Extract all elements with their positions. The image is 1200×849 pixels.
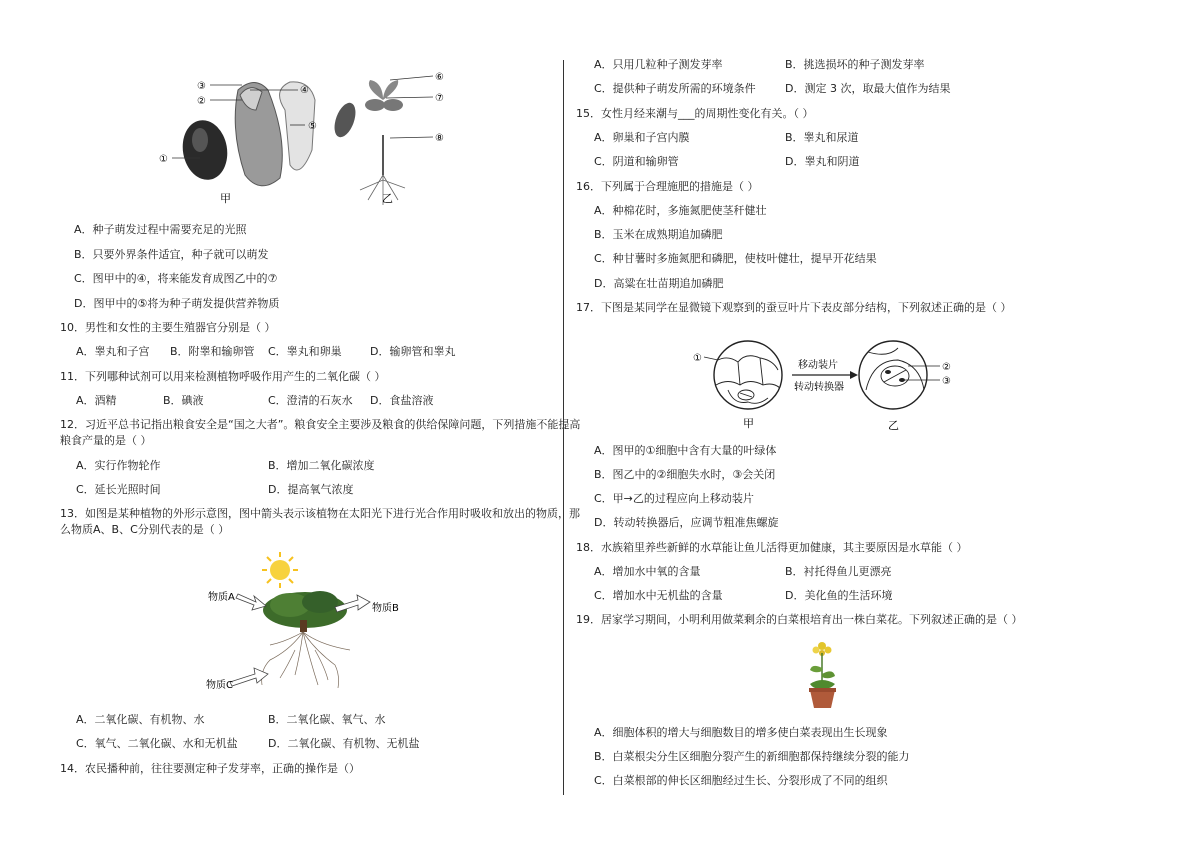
q19-stem: 19．居家学习期间，小明利用做菜剩余的白菜根培育出一株白菜花。下列叙述正确的是（ ）: [576, 613, 1023, 626]
q13-option-d: D．二氧化碳、有机物、无机盐: [268, 737, 420, 750]
marker-8: ⑧: [435, 133, 444, 144]
plant-figure-q13: [200, 550, 420, 695]
label-substance-b: 物质B: [372, 603, 399, 614]
q17-option-b: B．图乙中的②细胞失水时，③会关闭: [594, 468, 776, 481]
fig17-arrow-top: 移动装片: [798, 360, 838, 371]
q15-option-d: D．睾丸和阴道: [785, 155, 860, 168]
seed-figure-q9: [150, 70, 470, 210]
q16-option-a: A．种棉花时，多施氮肥使茎秆健壮: [594, 204, 767, 217]
q15-option-c: C．阴道和输卵管: [594, 155, 679, 168]
q18-option-a: A．增加水中氧的含量: [594, 565, 701, 578]
marker-1: ①: [159, 154, 168, 165]
q9-option-b: B．只要外界条件适宜，种子就可以萌发: [74, 248, 269, 261]
marker-6: ⑥: [435, 72, 444, 83]
q18-stem: 18．水族箱里养些新鲜的水草能让鱼儿活得更加健康，其主要原因是水草能（ ）: [576, 541, 968, 554]
q17-option-c: C．甲→乙的过程应向上移动装片: [594, 492, 754, 505]
label-substance-a: 物质A: [208, 592, 235, 603]
q11-option-b: B．碘液: [163, 394, 204, 407]
q13-option-c: C．氧气、二氧化碳、水和无机盐: [76, 737, 238, 750]
q17-option-a: A．图甲的①细胞中含有大量的叶绿体: [594, 444, 777, 457]
fig17-label-jia: 甲: [743, 417, 754, 430]
q9-option-d: D．图甲中的⑤将为种子萌发提供营养物质: [74, 297, 280, 310]
q12-option-c: C．延长光照时间: [76, 483, 161, 496]
q9-option-a: A．种子萌发过程中需要充足的光照: [74, 223, 247, 236]
fig17-label-yi: 乙: [888, 419, 899, 432]
q11-option-a: A．酒精: [76, 394, 117, 407]
q10-option-a: A．睾丸和子宫: [76, 345, 150, 358]
q11-stem: 11．下列哪种试剂可以用来检测植物呼吸作用产生的二氧化碳（ ）: [60, 370, 386, 383]
q13-stem-line1: 13．如图是某种植物的外形示意图，图中箭头表示该植物在太阳光下进行光合作用时吸收和放出的物质，那: [60, 507, 580, 520]
q10-stem: 10．男性和女性的主要生殖器官分别是（ ）: [60, 321, 276, 334]
q11-option-d: D．食盐溶液: [370, 394, 434, 407]
q13-option-a: A．二氧化碳、有机物、水: [76, 713, 205, 726]
q13-stem-line2: 么物质A、B、C分别代表的是（ ）: [60, 523, 230, 536]
fig17-marker-1: ①: [693, 353, 702, 364]
q14-option-d: D．测定 3 次，取最大值作为结果: [785, 82, 951, 95]
marker-4: ④: [300, 85, 309, 96]
label-yi: 乙: [382, 192, 393, 205]
label-jia: 甲: [220, 192, 231, 205]
q11-option-c: C．澄清的石灰水: [268, 394, 353, 407]
marker-7: ⑦: [435, 93, 444, 104]
q12-option-d: D．提高氧气浓度: [268, 483, 354, 496]
q16-stem: 16．下列属于合理施肥的措施是（ ）: [576, 180, 759, 193]
q15-stem: 15．女性月经来潮与___的周期性变化有关。（ ）: [576, 107, 814, 120]
q14-option-b: B．挑选损坏的种子测发芽率: [785, 58, 925, 71]
marker-2: ②: [197, 96, 206, 107]
q18-option-c: C．增加水中无机盐的含量: [594, 589, 723, 602]
q17-option-d: D．转动转换器后，应调节粗准焦螺旋: [594, 516, 779, 529]
q10-option-b: B．附睾和输卵管: [170, 345, 255, 358]
fig17-arrow-bottom: 转动转换器: [794, 382, 844, 393]
q17-stem: 17．下图是某同学在显微镜下观察到的蚕豆叶片下表皮部分结构，下列叙述正确的是（ ）: [576, 301, 1012, 314]
q10-option-c: C．睾丸和卵巢: [268, 345, 342, 358]
q14-option-c: C．提供种子萌发所需的环境条件: [594, 82, 756, 95]
q19-option-c: C．白菜根部的伸长区细胞经过生长、分裂形成了不同的组织: [594, 774, 888, 787]
q12-stem-line2: 粮食产量的是（ ）: [60, 434, 152, 447]
marker-5: ⑤: [308, 121, 317, 132]
q15-option-b: B．睾丸和尿道: [785, 131, 859, 144]
q12-option-b: B．增加二氧化碳浓度: [268, 459, 375, 472]
q15-option-a: A．卵巢和子宫内膜: [594, 131, 690, 144]
cabbage-flower-figure-q19: [800, 638, 845, 710]
q19-option-a: A．细胞体积的增大与细胞数目的增多使白菜表现出生长现象: [594, 726, 888, 739]
q12-option-a: A．实行作物轮作: [76, 459, 161, 472]
q14-stem: 14．农民播种前，往往要测定种子发芽率，正确的操作是（）: [60, 762, 360, 775]
microscope-figure-q17: [688, 330, 968, 435]
column-divider: [563, 60, 564, 795]
q10-option-d: D．输卵管和睾丸: [370, 345, 456, 358]
q13-option-b: B．二氧化碳、氧气、水: [268, 713, 386, 726]
q16-option-c: C．种甘薯时多施氮肥和磷肥，使枝叶健壮，提早开花结果: [594, 252, 877, 265]
label-substance-c: 物质C: [206, 680, 233, 691]
fig17-marker-3: ③: [942, 376, 951, 387]
q14-option-a: A．只用几粒种子测发芽率: [594, 58, 723, 71]
q16-option-b: B．玉米在成熟期追加磷肥: [594, 228, 723, 241]
marker-3: ③: [197, 81, 206, 92]
q18-option-d: D．美化鱼的生活环境: [785, 589, 893, 602]
q18-option-b: B．衬托得鱼儿更漂亮: [785, 565, 892, 578]
q12-stem-line1: 12．习近平总书记指出粮食安全是“国之大者”。粮食安全主要涉及粮食的供给保障问题，下列措施不能提高: [60, 418, 581, 431]
q16-option-d: D．高粱在壮苗期追加磷肥: [594, 277, 724, 290]
fig17-marker-2: ②: [942, 362, 951, 373]
q9-option-c: C．图甲中的④，将来能发育成图乙中的⑦: [74, 272, 278, 285]
q19-option-b: B．白菜根尖分生区细胞分裂产生的新细胞都保持继续分裂的能力: [594, 750, 910, 763]
